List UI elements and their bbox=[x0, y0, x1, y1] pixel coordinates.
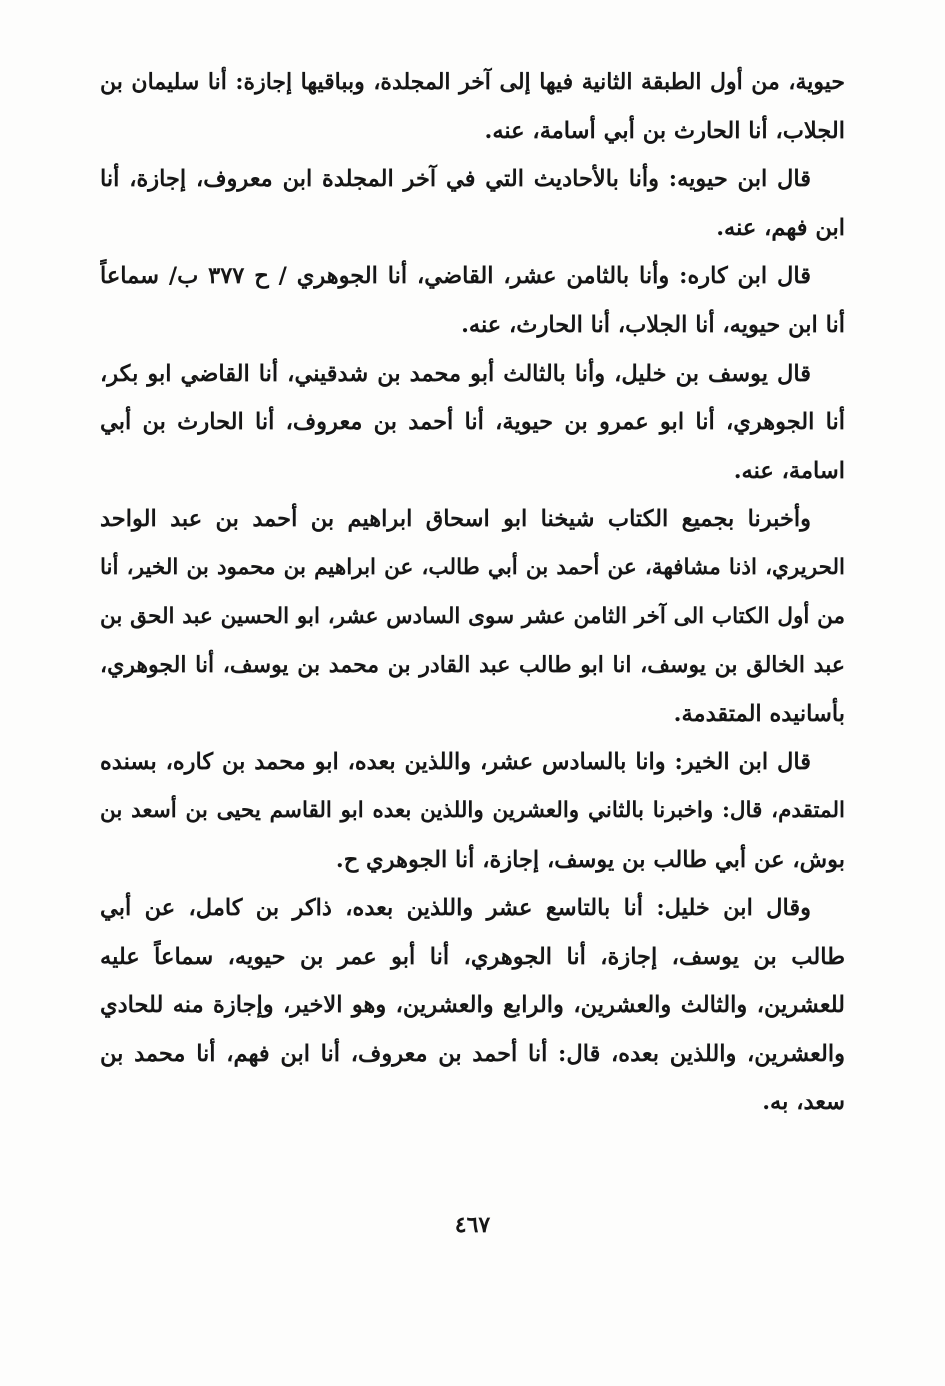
paragraph-7 bbox=[100, 884, 845, 1127]
paragraph-2 bbox=[100, 155, 845, 252]
text-line: حيوية، من أول الطبقة الثانية فيها إلى آخر المجلدة، وبباقيها إجازة: أنا سليمان بن bbox=[100, 69, 845, 95]
text-line: الحريري، اذنا مشافهة، عن أحمد بن أبي طالب، عن ابراهيم بن محمود بن الخير، أنا bbox=[100, 554, 845, 580]
text-line: أنا ابن حيويه، أنا الجلاب، أنا الحارث، عنه. bbox=[461, 311, 845, 338]
text-line: من أول الكتاب الى آخر الثامن عشر سوى السادس عشر، ابو الحسين عبد الحق بن bbox=[100, 603, 845, 629]
text-line: طالب بن يوسف، إجازة، أنا الجوهري، أنا أبو عمر بن حيويه، سماعاً عليه bbox=[100, 943, 845, 970]
paragraph-3 bbox=[100, 252, 845, 349]
text-line: بوش، عن أبي طالب بن يوسف، إجازة، أنا الجوهري ح. bbox=[335, 846, 845, 873]
text-line: قال ابن حيويه: وأنا بالأحاديث التي في آخر المجلدة ابن معروف، إجازة، أنا bbox=[100, 166, 811, 193]
text-line: للعشرين، والثالث والعشرين، والرابع والعشرين، وهو الاخير، وإجازة منه للحادي bbox=[100, 992, 845, 1019]
text-line: اسامة، عنه. bbox=[733, 457, 845, 484]
text-line: المتقدم، قال: واخبرنا بالثاني والعشرين واللذين بعده ابو القاسم يحيى بن أسعد بن bbox=[100, 797, 845, 823]
text-line: سعد، به. bbox=[762, 1089, 845, 1116]
body-text bbox=[100, 58, 845, 1127]
text-line: بأسانيده المتقدمة. bbox=[673, 700, 845, 727]
text-line: قال ابن الخير: وانا بالسادس عشر، واللذين بعده، ابو محمد بن كاره، بسنده bbox=[100, 749, 811, 776]
text-line: قال ابن كاره: وأنا بالثامن عشر، القاضي، أنا الجوهري / ح ٣٧٧ ب/ سماعاً bbox=[100, 263, 812, 290]
text-line: وقال ابن خليل: أنا بالتاسع عشر واللذين بعده، ذاكر بن كامل، عن أبي bbox=[100, 895, 811, 922]
text-line: وأخبرنا بجميع الكتاب شيخنا ابو اسحاق ابراهيم بن أحمد بن عبد الواحد bbox=[100, 506, 811, 533]
text-line: الجلاب، أنا الحارث بن أبي أسامة، عنه. bbox=[484, 117, 845, 144]
paragraph-5 bbox=[100, 495, 845, 738]
text-line: والعشرين، واللذين بعده، قال: أنا أحمد بن معروف، أنا ابن فهم، أنا محمد بن bbox=[100, 1040, 845, 1067]
text-line: أنا الجوهري، أنا ابو عمرو بن حيوية، أنا أحمد بن معروف، أنا الحارث بن أبي bbox=[100, 409, 845, 436]
page-number: ٤٦٧ bbox=[454, 1212, 491, 1238]
text-line: عبد الخالق بن يوسف، انا ابو طالب عبد القادر بن محمد بن يوسف، أنا الجوهري، bbox=[100, 652, 845, 679]
paragraph-4 bbox=[100, 350, 845, 496]
text-line: ابن فهم، عنه. bbox=[716, 214, 845, 241]
paragraph-6 bbox=[100, 738, 845, 884]
text-line: قال يوسف بن خليل، وأنا بالثالث أبو محمد بن شدقيني، أنا القاضي ابو بكر، bbox=[100, 360, 811, 387]
paragraph-1 bbox=[100, 58, 845, 155]
